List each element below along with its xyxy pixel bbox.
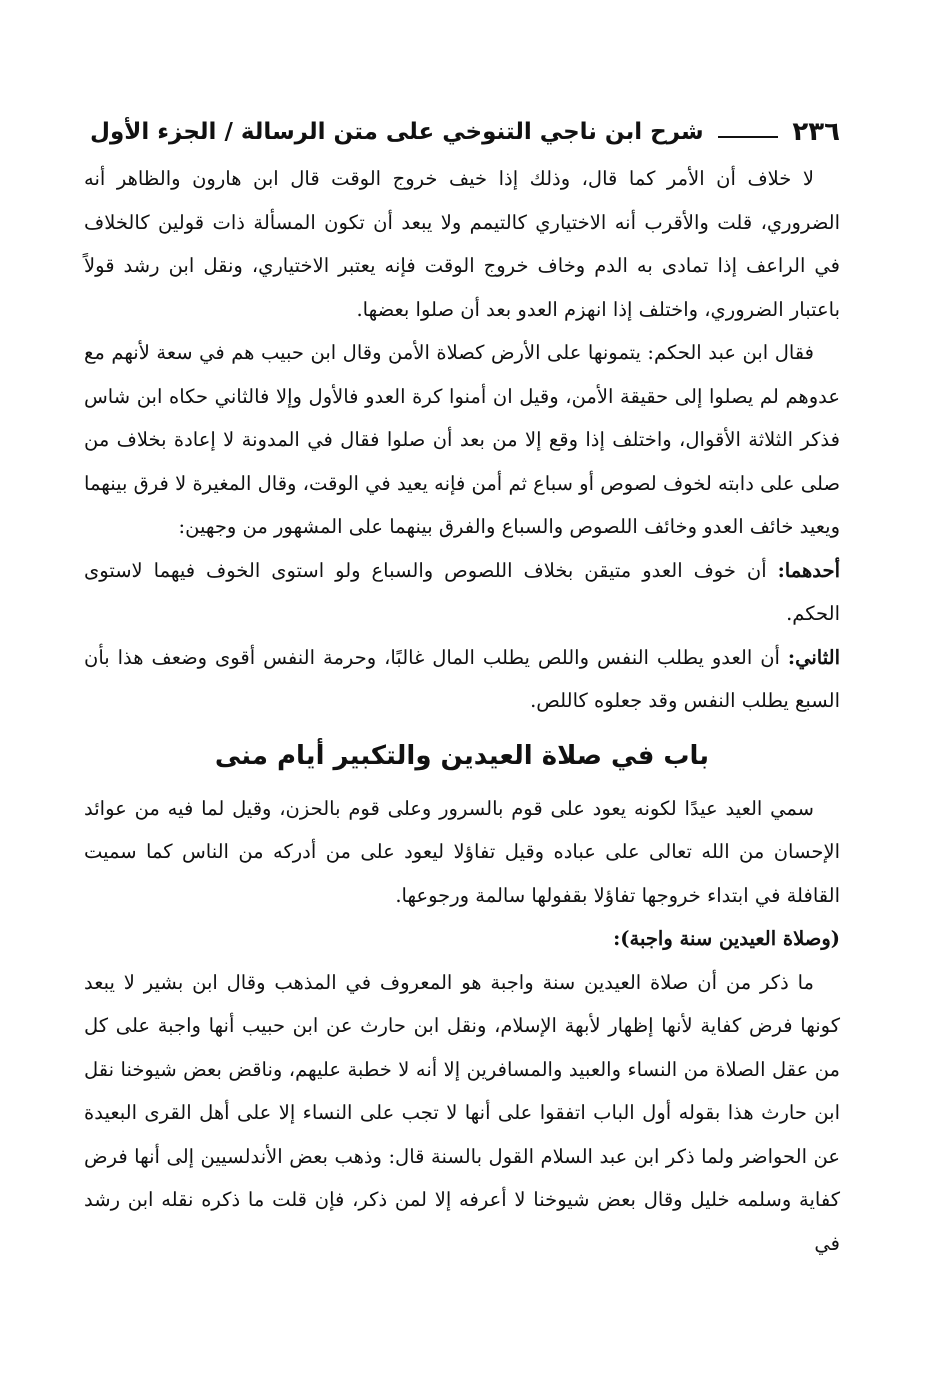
paragraph-4	[84, 636, 840, 723]
page-body	[84, 157, 840, 1265]
matn-heading: (وصلاة العيدين سنة واجبة):	[613, 927, 840, 950]
paragraph-6: ما ذكر من أن صلاة العيدين سنة واجبة هو المعروف في المذهب وقال ابن بشير لا يبعد كونها فرض كفاية لأنها إظهار لأبهة الإسلام، ونقل ابن حارث عن ابن حبيب أنها واجبة على كل من عقل الصلاة من النساء والعبيد والمسافرين إلا أنه لا خطبة عليهم، وناقض بعض شيوخنا نقل ابن حارث هذا بقوله أول الباب اتفقوا على أنها لا تجب على النساء إلا على أهل القرى البعيدة عن الحواضر ولما ذكر ابن عبد السلام القول بالسنة قال: وذهب بعض الأندلسيين إلى أنها فرض كفاية وسلمه خليل وقال بعض شيوخنا لا أعرفه إلا لمن ذكر، فإن قلت ما ذكره نقله ابن رشد في	[84, 970, 840, 1255]
paragraph-3-label: أحدهما:	[777, 558, 840, 582]
paragraph-4-label: الثاني:	[787, 645, 840, 669]
page-header	[90, 112, 840, 152]
chapter-title: باب في صلاة العيدين والتكبير أيام منى	[214, 740, 710, 771]
paragraph-3	[84, 549, 840, 636]
paragraph-1: لا خلاف أن الأمر كما قال، وذلك إذا خيف خروج الوقت قال ابن هارون والظاهر أنه الضروري، قلت والأقرب أنه الاختياري كالتيمم ولا يبعد أن تكون المسألة ذات قولين كالخلاف في الراعف إذا تمادى به الدم وخاف خروج الوقت فإنه يعتبر الاختياري، ونقل ابن رشد قولاً باعتبار الضروري، واختلف إذا انهزم العدو بعد أن صلوا بعضها.	[84, 167, 840, 321]
paragraph-2: فقال ابن عبد الحكم: يتمونها على الأرض كصلاة الأمن وقال ابن حبيب هم في سعة لأنهم مع عدوهم لم يصلوا إلى حقيقة الأمن، وقيل ان أمنوا كرة العدو فالأول وإلا فالثاني حكاه ابن شاس فذكر الثلاثة الأقوال، واختلف إذا وقع إلا من بعد أن صلوا فقال في المدونة لا إعادة بخلاف من صلى على دابته لخوف لصوص أو سباع ثم أمن فإنه يعيد في الوقت، وقال المغيرة لا فرق بينهما ويعيد خائف العدو وخائف اللصوص والسباع والفرق بينهما على المشهور من وجهين:	[84, 341, 840, 538]
paragraph-4-text: أن العدو يطلب النفس واللص يطلب المال غالبًا، وحرمة النفس أقوى وضعف هذا بأن السبع يطلب النفس وقد جعلوه كاللص.	[84, 645, 840, 712]
running-title: شرح ابن ناجي التنوخي على متن الرسالة / الجزء الأول	[90, 119, 704, 145]
paragraph-5: سمي العيد عيدًا لكونه يعود على قوم بالسرور وعلى قوم بالحزن، وقيل لما فيه من عوائد الإحسان من الله تعالى على عباده وقيل تفاؤلا ليعود على من أدركه من الناس كما سميت القافلة في ابتداء خروجها تفاؤلا بقفولها سالمة ورجوعها.	[84, 796, 840, 907]
page-number: ٢٣٦	[792, 117, 840, 147]
paragraph-3-text: أن خوف العدو متيقن بخلاف اللصوص والسباع ولو استوى الخوف فيهما لاستوى الحكم.	[84, 558, 840, 625]
header-rule	[718, 136, 779, 138]
